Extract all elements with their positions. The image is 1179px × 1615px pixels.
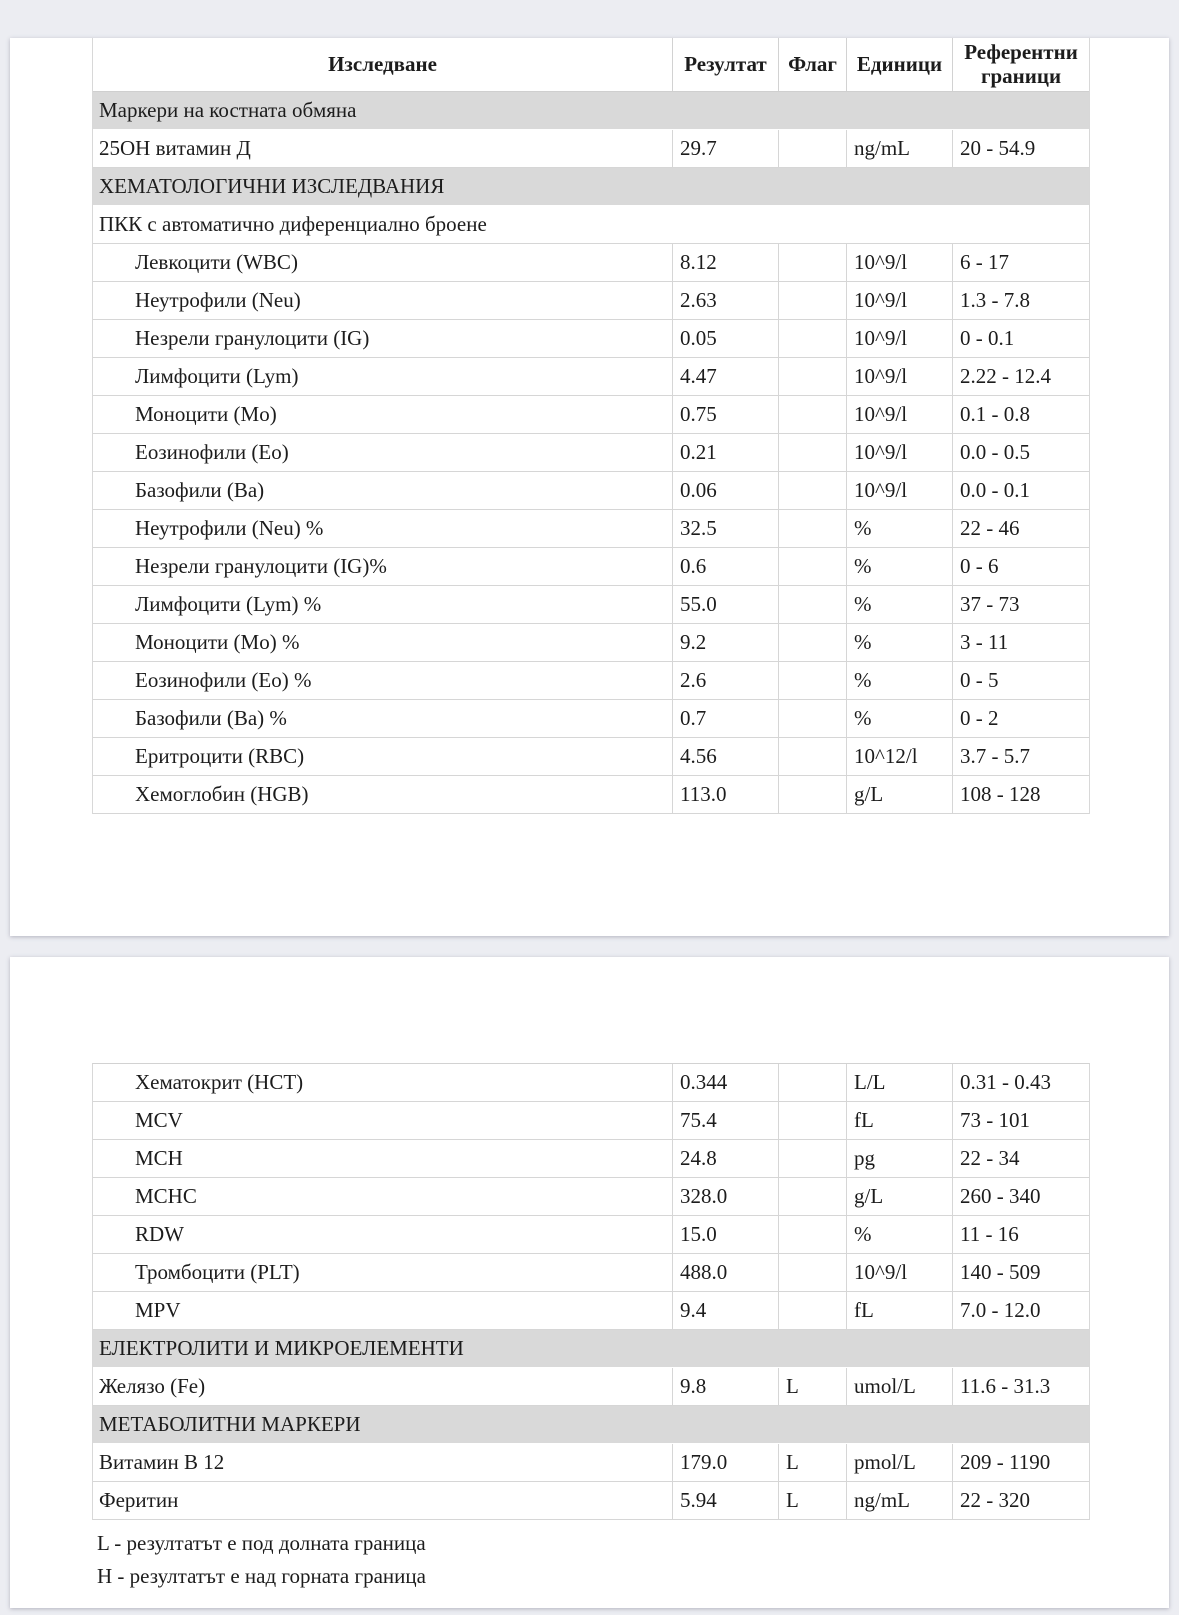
flag-cell (779, 244, 847, 281)
result-row (93, 1216, 1089, 1254)
section-label: МЕТАБОЛИТНИ МАРКЕРИ (99, 1412, 361, 1436)
result-cell: 55.0 (673, 586, 779, 623)
section-row (93, 1406, 1089, 1444)
result-cell: 179.0 (673, 1444, 779, 1481)
ref-range-cell: 2.22 - 12.4 (960, 364, 1051, 388)
result-cell: 9.4 (673, 1292, 779, 1329)
result-cell: 328.0 (673, 1178, 779, 1215)
test-name-cell: Еозинофили (Eo) (93, 434, 673, 471)
legend-line-low: L - резултатът е под долната граница (97, 1531, 426, 1555)
result-row (93, 282, 1089, 320)
flag-cell (779, 358, 847, 395)
test-name-cell: Хемоглобин (HGB) (93, 776, 673, 813)
units-cell: 10^9/l (847, 320, 953, 357)
units-cell: fL (847, 1292, 953, 1329)
ref-range-cell: 0 - 5 (960, 668, 999, 692)
units-cell: % (847, 548, 953, 585)
lab-results-table-page2 (92, 1063, 1090, 1520)
result-cell: 0.75 (673, 396, 779, 433)
column-header: Резултат (673, 38, 779, 91)
result-cell: 113.0 (673, 776, 779, 813)
units-cell: umol/L (847, 1368, 953, 1405)
units-cell: ng/mL (847, 130, 953, 167)
result-row (93, 586, 1089, 624)
result-cell: 24.8 (673, 1140, 779, 1177)
units-cell: g/L (847, 776, 953, 813)
result-row (93, 624, 1089, 662)
units-cell: 10^12/l (847, 738, 953, 775)
test-name-cell: MPV (93, 1292, 673, 1329)
test-name-cell: Неутрофили (Neu) % (93, 510, 673, 547)
result-row (93, 130, 1089, 168)
flag-cell: L (779, 1444, 847, 1481)
result-row (93, 244, 1089, 282)
flag-cell (779, 700, 847, 737)
ref-range-cell: 73 - 101 (960, 1108, 1030, 1132)
result-row (93, 1178, 1089, 1216)
units-cell: 10^9/l (847, 244, 953, 281)
result-row (93, 1444, 1089, 1482)
flag-cell (779, 282, 847, 319)
flag-cell (779, 1140, 847, 1177)
flag-legend (97, 1527, 426, 1593)
flag-cell (779, 510, 847, 547)
section-label: ХЕМАТОЛОГИЧНИ ИЗСЛЕДВАНИЯ (99, 174, 445, 198)
result-cell: 0.7 (673, 700, 779, 737)
units-cell: 10^9/l (847, 1254, 953, 1291)
result-row (93, 1102, 1089, 1140)
report-page-1 (10, 38, 1169, 936)
ref-range-cell: 108 - 128 (960, 782, 1041, 806)
result-cell: 9.8 (673, 1368, 779, 1405)
ref-range-cell: 0.31 - 0.43 (960, 1070, 1051, 1094)
result-row (93, 1254, 1089, 1292)
result-cell: 2.63 (673, 282, 779, 319)
result-cell: 15.0 (673, 1216, 779, 1253)
units-cell: % (847, 1216, 953, 1253)
ref-range-cell: 1.3 - 7.8 (960, 288, 1030, 312)
section-label: ЕЛЕКТРОЛИТИ И МИКРОЕЛЕМЕНТИ (99, 1336, 464, 1360)
ref-range-cell: 3.7 - 5.7 (960, 744, 1030, 768)
flag-cell (779, 472, 847, 509)
result-row (93, 320, 1089, 358)
subsection-label: ПКК с автоматично диференциално броене (99, 212, 487, 236)
ref-range-cell: 0.0 - 0.1 (960, 478, 1030, 502)
result-row (93, 434, 1089, 472)
units-cell: 10^9/l (847, 282, 953, 319)
flag-cell (779, 1102, 847, 1139)
test-name-cell: Моноцити (Mo) % (93, 624, 673, 661)
test-name-cell: Неутрофили (Neu) (93, 282, 673, 319)
flag-cell: L (779, 1482, 847, 1519)
flag-cell (779, 586, 847, 623)
ref-range-cell: 37 - 73 (960, 592, 1020, 616)
report-page-2 (10, 957, 1169, 1608)
result-row (93, 1368, 1089, 1406)
ref-range-cell: 260 - 340 (960, 1184, 1041, 1208)
units-cell: 10^9/l (847, 358, 953, 395)
ref-range-cell: 3 - 11 (960, 630, 1009, 654)
ref-range-cell: 140 - 509 (960, 1260, 1041, 1284)
ref-range-cell: 209 - 1190 (960, 1450, 1051, 1474)
units-cell: 10^9/l (847, 434, 953, 471)
test-name-cell: MCHC (93, 1178, 673, 1215)
flag-cell (779, 1178, 847, 1215)
test-name-cell: Еритроцити (RBC) (93, 738, 673, 775)
flag-cell (779, 434, 847, 471)
units-cell: % (847, 510, 953, 547)
subsection-row (93, 206, 1089, 244)
test-name-cell: Витамин B 12 (93, 1444, 673, 1481)
result-cell: 488.0 (673, 1254, 779, 1291)
column-header: Флаг (779, 38, 847, 91)
flag-cell (779, 548, 847, 585)
table-header-row (93, 38, 1089, 92)
result-cell: 9.2 (673, 624, 779, 661)
result-row (93, 700, 1089, 738)
test-name-cell: Лимфоцити (Lym) % (93, 586, 673, 623)
result-cell: 2.6 (673, 662, 779, 699)
result-row (93, 1292, 1089, 1330)
ref-range-cell: 7.0 - 12.0 (960, 1298, 1041, 1322)
legend-line-high: H - резултатът е над горната граница (97, 1564, 426, 1588)
result-row (93, 358, 1089, 396)
ref-range-cell: 11.6 - 31.3 (960, 1374, 1051, 1398)
units-cell: % (847, 624, 953, 661)
result-cell: 4.56 (673, 738, 779, 775)
column-header: Референтни граници (964, 39, 1078, 88)
test-name-cell: Базофили (Ba) % (93, 700, 673, 737)
test-name-cell: Базофили (Ba) (93, 472, 673, 509)
result-row (93, 510, 1089, 548)
result-cell: 8.12 (673, 244, 779, 281)
flag-cell (779, 776, 847, 813)
test-name-cell: Моноцити (Mo) (93, 396, 673, 433)
result-cell: 0.6 (673, 548, 779, 585)
units-cell: % (847, 700, 953, 737)
test-name-cell: RDW (93, 1216, 673, 1253)
flag-cell (779, 1292, 847, 1329)
result-cell: 29.7 (673, 130, 779, 167)
test-name-cell: MCV (93, 1102, 673, 1139)
ref-range-cell: 22 - 320 (960, 1488, 1030, 1512)
flag-cell (779, 624, 847, 661)
test-name-cell: MCH (93, 1140, 673, 1177)
ref-range-cell: 0.1 - 0.8 (960, 402, 1030, 426)
result-row (93, 1064, 1089, 1102)
flag-cell (779, 662, 847, 699)
test-name-cell: Желязо (Fe) (93, 1368, 673, 1405)
units-cell: 10^9/l (847, 472, 953, 509)
flag-cell (779, 130, 847, 167)
ref-range-cell: 0 - 6 (960, 554, 999, 578)
flag-cell (779, 320, 847, 357)
result-cell: 0.344 (673, 1064, 779, 1101)
units-cell: pg (847, 1140, 953, 1177)
test-name-cell: Незрели гранулоцити (IG) (93, 320, 673, 357)
result-row (93, 738, 1089, 776)
test-name-cell: Левкоцити (WBC) (93, 244, 673, 281)
flag-cell (779, 1254, 847, 1291)
test-name-cell: Феритин (93, 1482, 673, 1519)
result-cell: 75.4 (673, 1102, 779, 1139)
test-name-cell: 25OH витамин Д (93, 130, 673, 167)
test-name-cell: Незрели гранулоцити (IG)% (93, 548, 673, 585)
flag-cell (779, 396, 847, 433)
section-row (93, 92, 1089, 130)
flag-cell (779, 1216, 847, 1253)
result-row (93, 662, 1089, 700)
column-header: Изследване (93, 38, 673, 91)
flag-cell (779, 1064, 847, 1101)
result-row (93, 776, 1089, 814)
units-cell: ng/mL (847, 1482, 953, 1519)
units-cell: 10^9/l (847, 396, 953, 433)
result-row (93, 1482, 1089, 1520)
units-cell: % (847, 586, 953, 623)
units-cell: pmol/L (847, 1444, 953, 1481)
flag-cell: L (779, 1368, 847, 1405)
ref-range-cell: 22 - 34 (960, 1146, 1020, 1170)
test-name-cell: Еозинофили (Eo) % (93, 662, 673, 699)
test-name-cell: Лимфоцити (Lym) (93, 358, 673, 395)
units-cell: L/L (847, 1064, 953, 1101)
units-cell: g/L (847, 1178, 953, 1215)
ref-range-cell: 0.0 - 0.5 (960, 440, 1030, 464)
test-name-cell: Хематокрит (HCT) (93, 1064, 673, 1101)
ref-range-cell: 11 - 16 (960, 1222, 1019, 1246)
units-cell: fL (847, 1102, 953, 1139)
ref-range-cell: 22 - 46 (960, 516, 1020, 540)
result-cell: 5.94 (673, 1482, 779, 1519)
ref-range-cell: 0 - 2 (960, 706, 999, 730)
section-label: Маркери на костната обмяна (99, 98, 357, 122)
result-row (93, 1140, 1089, 1178)
result-row (93, 396, 1089, 434)
result-row (93, 548, 1089, 586)
test-name-cell: Тромбоцити (PLT) (93, 1254, 673, 1291)
result-cell: 4.47 (673, 358, 779, 395)
result-cell: 32.5 (673, 510, 779, 547)
result-row (93, 472, 1089, 510)
section-row (93, 168, 1089, 206)
flag-cell (779, 738, 847, 775)
ref-range-cell: 0 - 0.1 (960, 326, 1015, 350)
units-cell: % (847, 662, 953, 699)
result-cell: 0.06 (673, 472, 779, 509)
section-row (93, 1330, 1089, 1368)
result-cell: 0.21 (673, 434, 779, 471)
ref-range-cell: 20 - 54.9 (960, 136, 1036, 160)
column-header: Единици (847, 38, 953, 91)
result-cell: 0.05 (673, 320, 779, 357)
ref-range-cell: 6 - 17 (960, 250, 1009, 274)
lab-results-table-page1 (92, 38, 1090, 814)
